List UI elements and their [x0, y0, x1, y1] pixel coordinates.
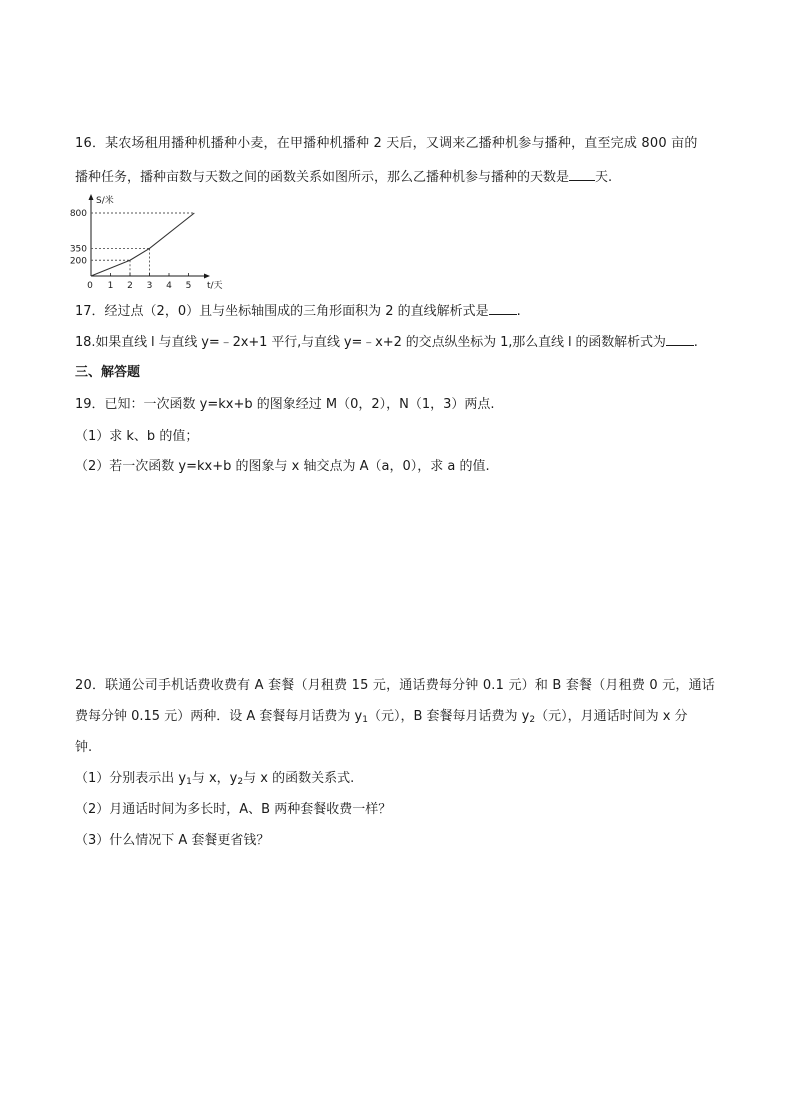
q20-part1-c: 与 x 的函数关系式. [243, 771, 355, 786]
q16-line2-text: 播种任务，播种亩数与天数之间的函数关系如图所示，那么乙播种机参与播种的天数是 [75, 170, 570, 185]
x-tick-label-3: 3 [146, 281, 153, 291]
x-tick-label-2: 2 [127, 281, 133, 291]
y-tick-label-800: 800 [69, 209, 87, 219]
series-line-0 [91, 213, 194, 276]
q20-line2-b: （元），B 套餐每月话费为 y [367, 709, 530, 724]
x-tick-label-5: 5 [185, 281, 192, 291]
section-title: 三、解答题 [75, 365, 141, 380]
q17-text: 17．经过点（2，0）且与坐标轴围成的三角形面积为 2 的直线解析式是 [75, 304, 489, 319]
q20-part2: （2）月通话时间为多长时，A、B 两种套餐收费一样？ [75, 802, 392, 817]
subscript: 1 [186, 777, 192, 787]
subscript: 2 [237, 777, 244, 787]
x-tick-label-4: 4 [166, 281, 172, 291]
x-axis-label: t/天 [207, 281, 223, 291]
x-tick-label-0: 0 [87, 281, 93, 291]
y-axis-arrow [89, 194, 94, 200]
q19-part2: （2）若一次函数 y=kx+b 的图象与 x 轴交点为 A（a，0），求 a 的值. [75, 459, 490, 474]
q20-line3: 钟. [75, 740, 93, 755]
q20-part1-b: 与 x，y [191, 771, 238, 786]
q17-line [75, 301, 521, 321]
q20-line2-a: 费每分钟 0.15 元）两种．设 A 套餐每月话费为 y [75, 709, 363, 724]
subscript: 2 [529, 715, 536, 725]
q16-line2-end: 天. [595, 170, 613, 185]
q20-part3: （3）什么情况下 A 套餐更省钱？ [75, 833, 270, 848]
q18-line [75, 332, 698, 352]
q20-line1: 20．联通公司手机话费收费有 A 套餐（月租费 15 元，通话费每分钟 0.1 元）和 B 套餐（月租费 0 元，通话 [75, 678, 715, 693]
q16-line1: 16．某农场租用播种机播种小麦，在甲播种机播种 2 天后，又调来乙播种机参与播种，直至完成 800 亩的 [75, 136, 698, 151]
q18-end: . [693, 335, 698, 350]
y-tick-label-350: 350 [69, 244, 87, 255]
y-tick-label-200: 200 [69, 256, 87, 267]
q20-part1 [75, 770, 354, 791]
sowing-graph [66, 192, 236, 292]
subscript: 1 [362, 715, 368, 725]
q20-line2-c: （元），月通话时间为 x 分 [535, 709, 688, 724]
q18-text: 18.如果直线 l 与直线 y=﹣2x+1 平行,与直线 y=﹣x+2 的交点纵坐标为 1,那么直线 l 的函数解析式为 [75, 335, 666, 350]
q20-part1-a: （1）分别表示出 y [75, 771, 187, 786]
q20-line2 [75, 708, 688, 729]
x-tick-label-1: 1 [107, 281, 114, 291]
answer-blank [666, 332, 694, 346]
y-axis-label: S/米 [96, 196, 114, 206]
q16-line2 [75, 167, 612, 187]
answer-blank [569, 167, 595, 181]
q19-stem: 19．已知：一次函数 y=kx+b 的图象经过 M（0，2），N（1，3）两点. [75, 397, 495, 412]
x-axis-arrow [204, 274, 210, 279]
q19-part1: （1）求 k、b 的值； [75, 429, 199, 444]
answer-blank [489, 301, 517, 315]
q17-end: . [516, 304, 521, 319]
